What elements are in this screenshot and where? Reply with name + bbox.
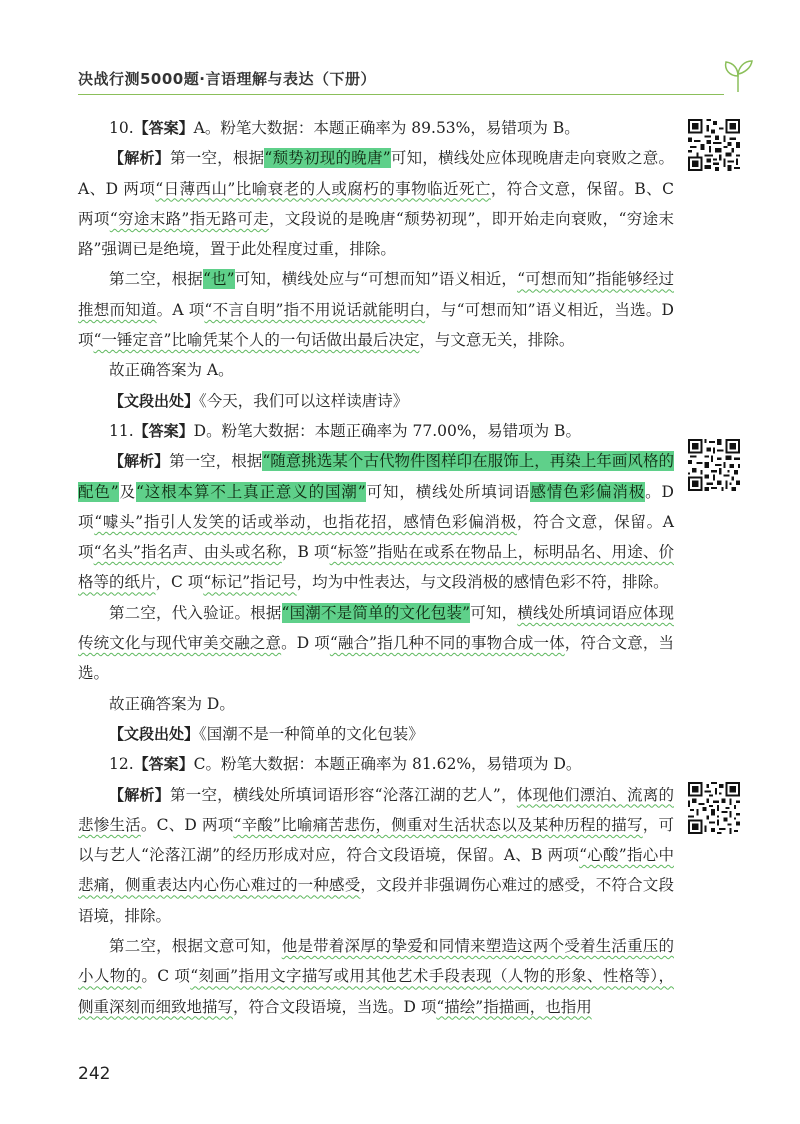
source-tag: 【文段出处】	[109, 391, 200, 410]
underline: 体现他们漂泊、流离的悲惨生活	[78, 785, 674, 834]
underline: “标签”指贴在或系在物品上，标明品名、用途、价格等的纸片	[78, 543, 674, 592]
analysis-tag: 【解析】	[109, 452, 170, 471]
analysis-paragraph: 【解析】第一空，根据“颓势初现的晚唐”可知，横线处应体现晚唐走向衰败之意。A、D 两项“日薄西山”比喻衰老的人或腐朽的事物临近死亡，符合文意，保留。B、C 两项“穷途末路”指无路可走，文段说的是晚唐“颓势初现”，即开始走向衰败，“穷途末路”强调已是绝境，置于此处程度过重，排除。	[78, 149, 674, 259]
source-tag: 【文段出处】	[109, 724, 200, 743]
page-content	[78, 113, 674, 1022]
underline: “刻画”指用文字描写或用其他艺术手段表现（人物的形象、性格等），侧重深刻而细致地描写	[78, 967, 674, 1016]
analysis-tag: 【解析】	[109, 785, 170, 804]
answer-line-q10: 10.【答案】A。粉笔大数据：本题正确率为 89.53%，易错项为 B。	[109, 119, 580, 137]
answer-tag: 【答案】	[133, 421, 194, 440]
underline: “穷途末路”指无路可走	[109, 209, 269, 228]
underline: “一锤定音”比喻凭某个人的一句话做出最后决定	[93, 331, 420, 350]
answer-line-q12: 12.【答案】C。粉笔大数据：本题正确率为 81.62%，易错项为 D。	[109, 755, 582, 774]
analysis-paragraph: 【解析】第一空，横线处所填词语形容“沦落江湖的艺人”，体现他们漂泊、流离的悲惨生活。C、D 两项“辛酸”比喻痛苦悲伤，侧重对生活状态以及某种历程的描写，可以与艺人“沦落江湖”的经历形成对应，符合文段语境，保留。A、B 两项“心酸”指心中悲痛，侧重表达内心伤心难过的一种感受，文段并非强调伤心难过的感受，不符合文段语境，排除。	[78, 785, 674, 925]
underline: “日薄西山”比喻衰老的人或腐朽的事物临近死亡	[155, 179, 491, 198]
underline: 横线处所填词语应体现传统文化与现代审美交融之意	[78, 603, 674, 653]
highlight: “颓势初现的晚唐”	[264, 149, 391, 168]
header-rule	[78, 94, 724, 95]
answer-line-q11: 11.【答案】D。粉笔大数据：本题正确率为 77.00%，易错项为 B。	[109, 421, 581, 440]
highlight: “也”	[202, 270, 235, 289]
running-header: 决战行测5000题·言语理解与表达（下册）	[78, 70, 376, 88]
underline: “标记”指记号	[203, 573, 297, 592]
qr-code[interactable]	[688, 439, 740, 491]
underline: “描绘”指描画，也指用	[436, 997, 592, 1016]
highlight: “国潮不是简单的文化包装”	[281, 603, 471, 622]
conclusion: 故正确答案为 D。	[109, 694, 235, 713]
sprout-icon	[718, 58, 758, 92]
page-number: 242	[78, 1064, 111, 1084]
underline: “心酸”指心中悲痛，侧重表达内心伤心难过的一种感受	[78, 846, 674, 895]
conclusion: 故正确答案为 A。	[109, 361, 234, 380]
underline: “辛酸”比喻痛苦悲伤，侧重对生活状态以及某种历程的描写	[233, 815, 643, 834]
qr-code[interactable]	[688, 119, 740, 171]
highlight: “随意挑选某个古代物件图样印在服饰上，再染上年画风格的配色”	[78, 452, 674, 501]
underline: “噱头”指引人发笑的话或举动，也指花招，感情色彩偏消极	[94, 512, 517, 531]
underline: “融合”指几种不同的事物合成一体	[329, 634, 565, 653]
answer-tag: 【答案】	[133, 755, 194, 774]
underline: 他是带着深厚的挚爱和同情来塑造这两个受着生活重压的小人物的	[78, 937, 674, 986]
source-line: 【文段出处】《今天，我们可以这样读唐诗》	[109, 391, 409, 410]
qr-code[interactable]	[688, 782, 740, 834]
analysis-paragraph: 第二空，根据文意可知，他是带着深厚的挚爱和同情来塑造这两个受着生活重压的小人物的。C 项“刻画”指用文字描写或用其他艺术手段表现（人物的形象、性格等），侧重深刻而细致地描写，符合文段语境，当选。D 项“描绘”指描画，也指用	[78, 937, 674, 1016]
analysis-paragraph: 第二空，根据“也”可知，横线处应与“可想而知”语义相近，“可想而知”指能够经过推想而知道。A 项“不言自明”指不用说话就能明白，与“可想而知”语义相近，当选。D 项“一锤定音”比喻凭某个人的一句话做出最后决定，与文意无关，排除。	[78, 270, 674, 350]
analysis-paragraph: 【解析】第一空，根据“随意挑选某个古代物件图样印在服饰上，再染上年画风格的配色”及“这根本算不上真正意义的国潮”可知，横线处所填词语感情色彩偏消极。D 项“噱头”指引人发笑的话或举动，也指花招，感情色彩偏消极，符合文意，保留。A 项“名头”指名声、由头或名称，B 项“标签”指贴在或系在物品上，标明品名、用途、价格等的纸片，C 项“标记”指记号，均为中性表达，与文段消极的感情色彩不符，排除。	[78, 452, 674, 592]
analysis-paragraph: 第二空，代入验证。根据“国潮不是简单的文化包装”可知，横线处所填词语应体现传统文化与现代审美交融之意。D 项“融合”指几种不同的事物合成一体，符合文意，当选。	[78, 603, 674, 683]
highlight: 感情色彩偏消极	[530, 482, 646, 501]
underline: “不言自明”指不用说话就能明白	[204, 300, 426, 319]
source-line: 【文段出处】《国潮不是一种简单的文化包装》	[109, 724, 424, 743]
underline: “名头”指名声、由头或名称	[93, 543, 282, 562]
analysis-tag: 【解析】	[109, 149, 170, 168]
underline: “可想而知”指能够经过推想而知道	[78, 270, 674, 319]
highlight: “这根本算不上真正意义的国潮”	[135, 482, 366, 501]
answer-tag: 【答案】	[133, 119, 194, 137]
